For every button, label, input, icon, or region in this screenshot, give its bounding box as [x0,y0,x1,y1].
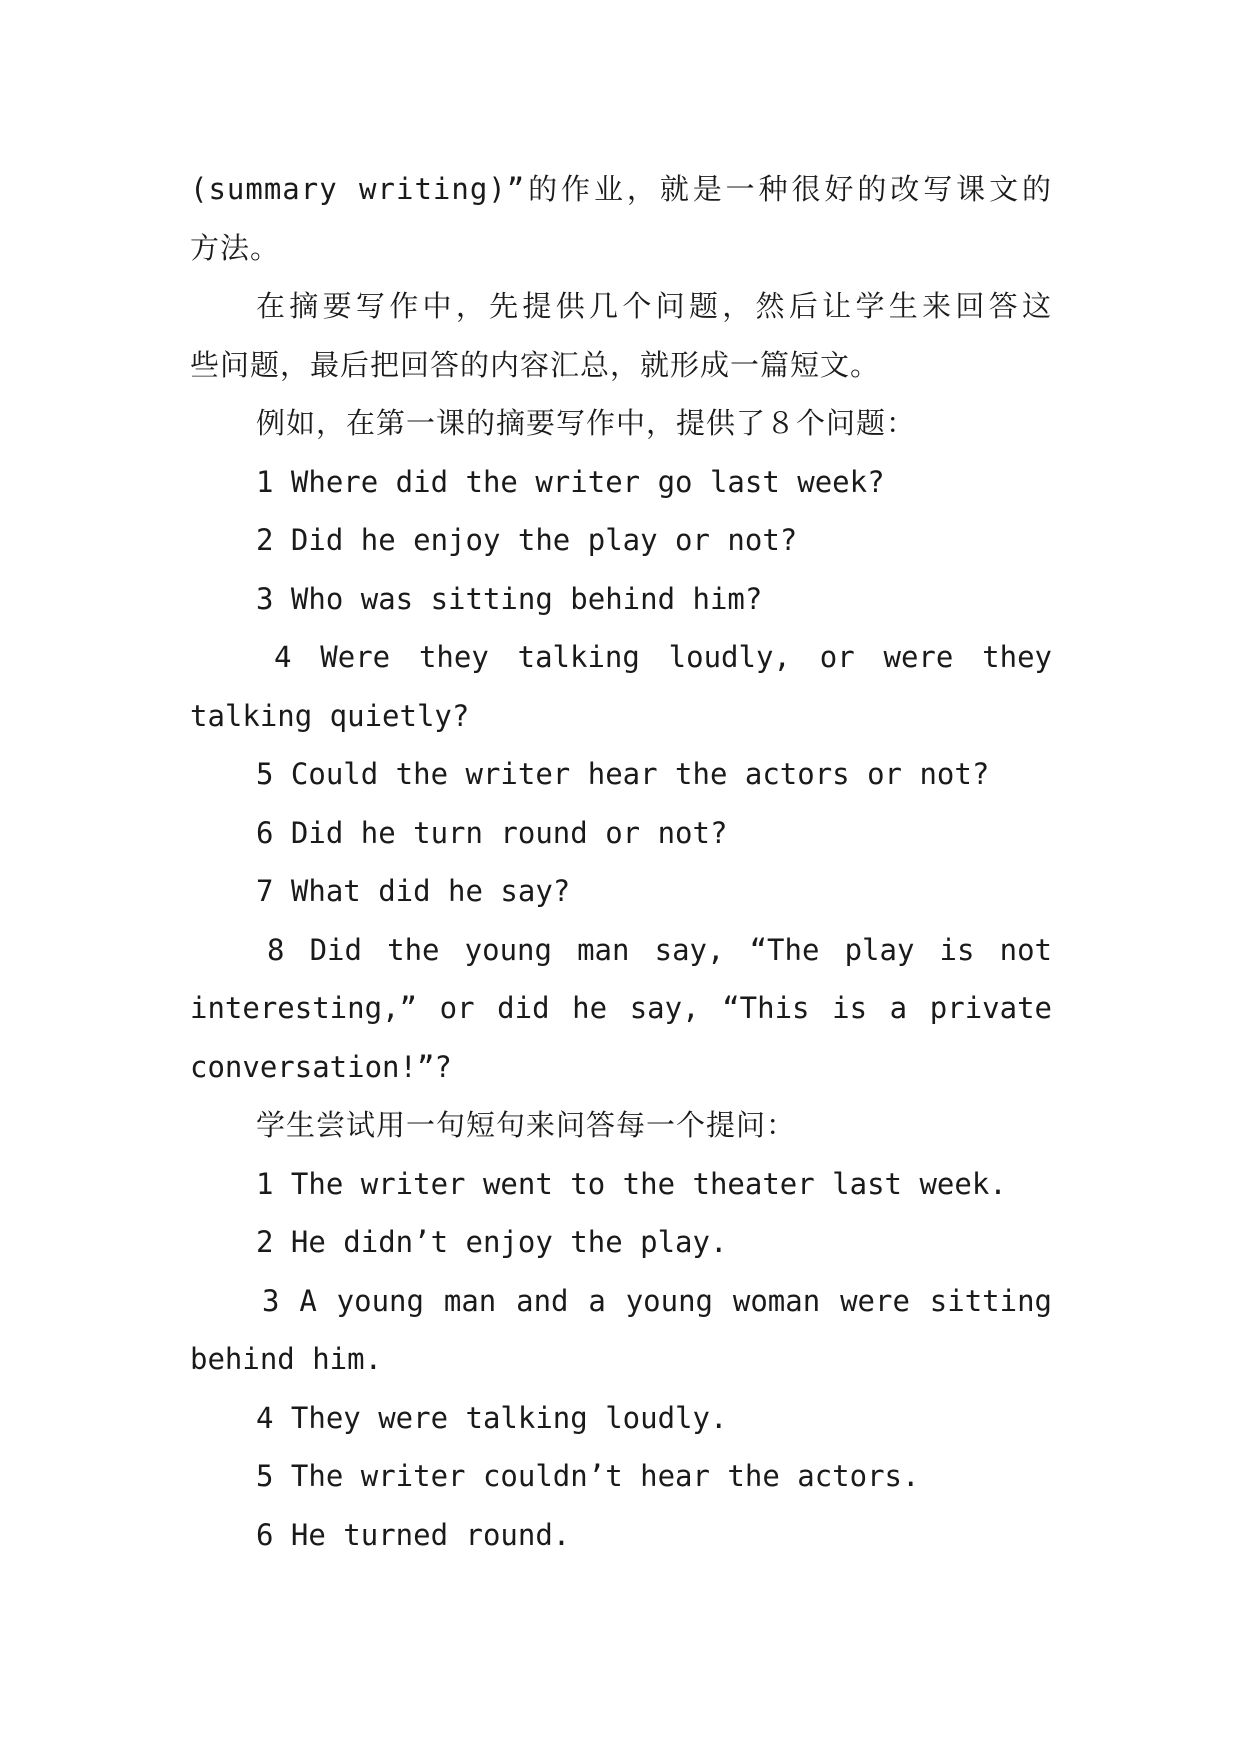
answer-item: 2 He didn’t enjoy the play. [256,1225,728,1259]
answer-item-continuation: behind him. [190,1342,383,1376]
question-item: 5 Could the writer hear the actors or not? [256,757,990,791]
paragraph-line: 在摘要写作中，先提供几个问题，然后让学生来回答这 [256,289,1052,323]
question-item-continuation: interesting,” or did he say, “This is a private [190,991,1052,1025]
question-item-continuation: talking quietly? [190,698,470,733]
question-item: 2 Did he enjoy the play or not? [256,523,798,557]
question-item: 6 Did he turn round or not? [256,815,728,850]
answer-item: 4 They were talking loudly. [256,1400,728,1435]
answer-item: 5 The writer couldn’t hear the actors. [256,1459,920,1493]
paragraph-line: 学生尝试用一句短句来问答每一个提问： [256,1108,797,1142]
paragraph-line: 些问题，最后把回答的内容汇总，就形成一篇短文。 [190,347,881,382]
question-item: 4 Were they talking loudly, or were they [274,640,1052,674]
paragraph-line: 例如，在第一课的摘要写作中，提供了８个问题： [256,406,917,440]
question-item-continuation: conversation!”? [190,1049,452,1084]
question-item: 3 Who was sitting behind him? [256,581,763,616]
question-item: 8 Did the young man say, “The play is not [267,932,1052,967]
document-body [190,160,1052,1564]
answer-item: 6 He turned round. [256,1517,571,1552]
paragraph-line: 方法。 [190,230,281,265]
answer-item: 1 The writer went to the theater last week. [256,1166,1007,1201]
answer-item: 3 A young man and a young woman were sitting [262,1283,1052,1318]
question-item: 7 What did he say? [256,874,571,908]
question-item: 1 Where did the writer go last week? [256,464,885,499]
paragraph-line: (summary writing)”的作业，就是一种很好的改写课文的 [190,172,1052,206]
